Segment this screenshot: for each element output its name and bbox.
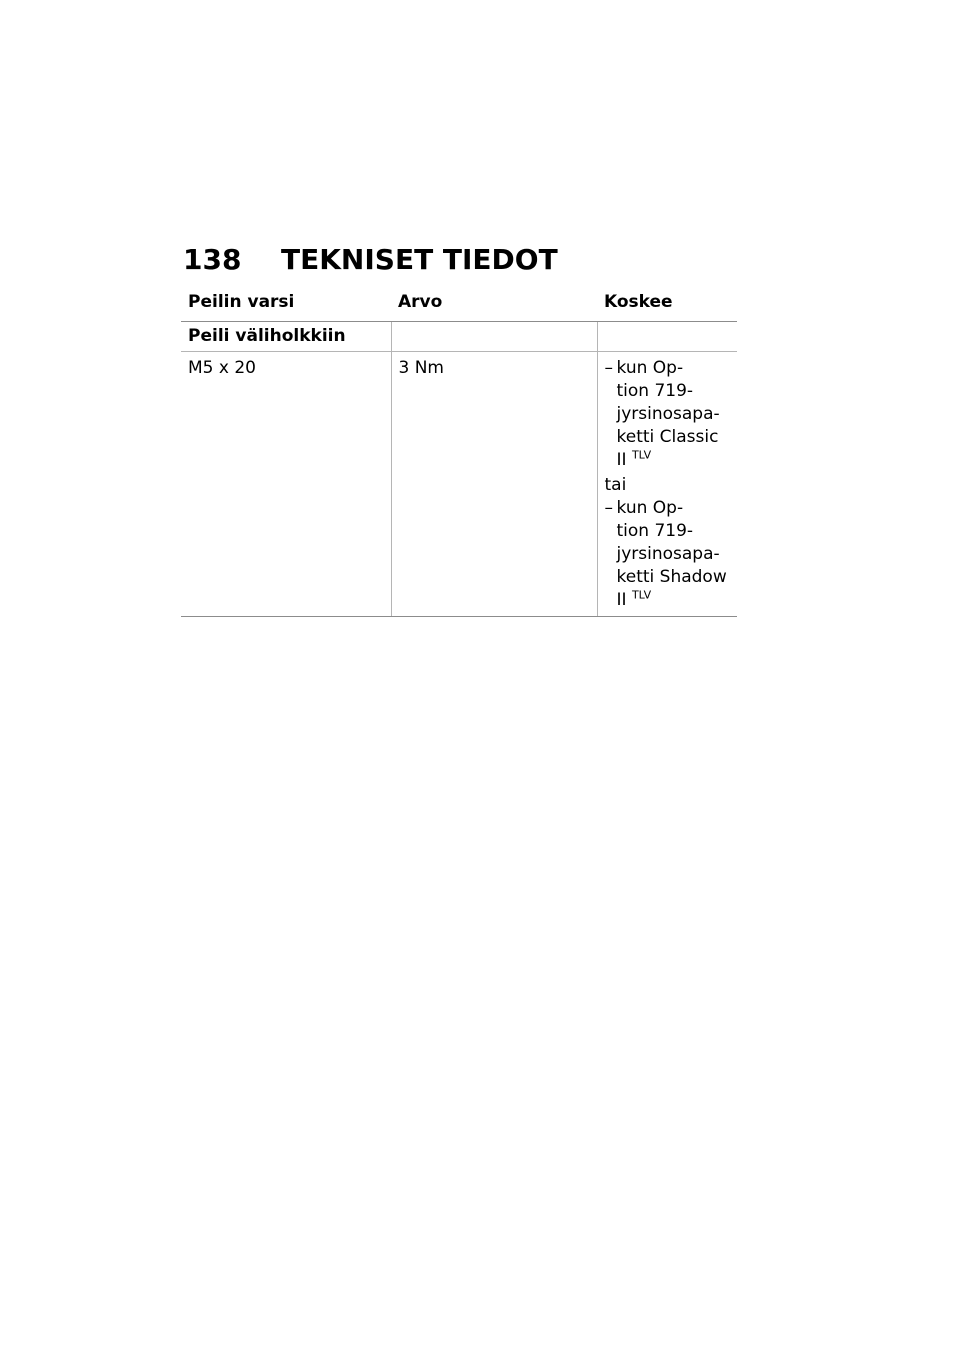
applies-line-text: II [616,450,627,470]
applies-cell [597,352,737,617]
applies-line: tion 719- [616,521,694,541]
applies-list [605,357,731,612]
applies-line-text: II [616,590,627,610]
applies-line: tion 719- [616,381,694,401]
column-header-applies: Koskee [597,288,737,322]
applies-line: ketti Classic [616,427,719,447]
section-title: TEKNISET TIEDOT [281,243,558,276]
table-row [181,352,737,617]
applies-line-last [617,589,731,612]
applies-line: kun Op- [616,498,684,518]
table-section-row [181,322,737,352]
dash-marker: – [604,358,613,378]
table-header-row [181,288,737,322]
applies-line: jyrsinosapa- [616,404,720,424]
applies-line-last [617,449,731,472]
applies-line: jyrsinosapa- [616,544,720,564]
column-header-value: Arvo [391,288,597,322]
value-cell: 3 Nm [391,352,597,617]
applies-line: ketti Shadow [616,567,727,587]
separator-text: tai [604,475,627,495]
section-label: Peili väliholkkiin [181,322,391,352]
tlv-superscript: TLV [631,448,652,462]
spec-table [181,288,737,617]
page-header [183,242,558,278]
applies-line: kun Op- [616,358,684,378]
dash-marker: – [604,498,613,518]
part-cell: M5 x 20 [181,352,391,617]
applies-item-classic [605,357,731,472]
tlv-superscript: TLV [631,588,652,602]
column-header-part: Peilin varsi [181,288,391,322]
empty-cell [391,322,597,352]
empty-cell [597,322,737,352]
applies-item-shadow [605,497,731,612]
page-number: 138 [183,243,242,276]
